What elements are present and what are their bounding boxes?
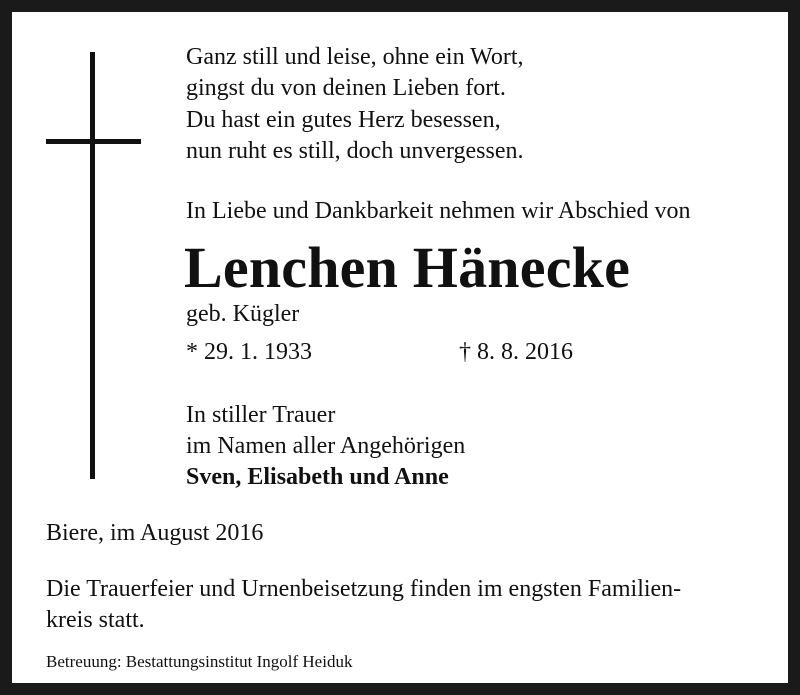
funeral-home: Betreuung: Bestattungsinstitut Ingolf Heiduk — [46, 652, 353, 671]
poem-line-4: nun ruht es still, doch unvergessen. — [186, 138, 524, 164]
cross-horizontal-bar — [46, 139, 141, 144]
poem-line-2: gingst du von deinen Lieben fort. — [186, 75, 506, 101]
mourning-line-1: In stiller Trauer — [186, 402, 336, 428]
mourning-line-2: im Namen aller Angehörigen — [186, 433, 466, 459]
ceremony-line-2: kreis statt. — [46, 607, 145, 633]
deceased-name: Lenchen Hänecke — [184, 235, 631, 300]
farewell-intro: In Liebe und Dankbarkeit nehmen wir Abschied von — [186, 198, 691, 224]
poem-line-3: Du hast ein gutes Herz besessen, — [186, 107, 501, 133]
death-date: † 8. 8. 2016 — [459, 339, 573, 365]
place-date: Biere, im August 2016 — [46, 520, 264, 546]
maiden-name: geb. Kügler — [186, 301, 300, 327]
mourners-names: Sven, Elisabeth und Anne — [186, 464, 449, 490]
cross-vertical-bar — [90, 52, 95, 479]
poem-line-1: Ganz still und leise, ohne ein Wort, — [186, 44, 524, 70]
birth-date: * 29. 1. 1933 — [186, 339, 312, 365]
ceremony-line-1: Die Trauerfeier und Urnenbeisetzung finden im engsten Familien- — [46, 576, 682, 602]
